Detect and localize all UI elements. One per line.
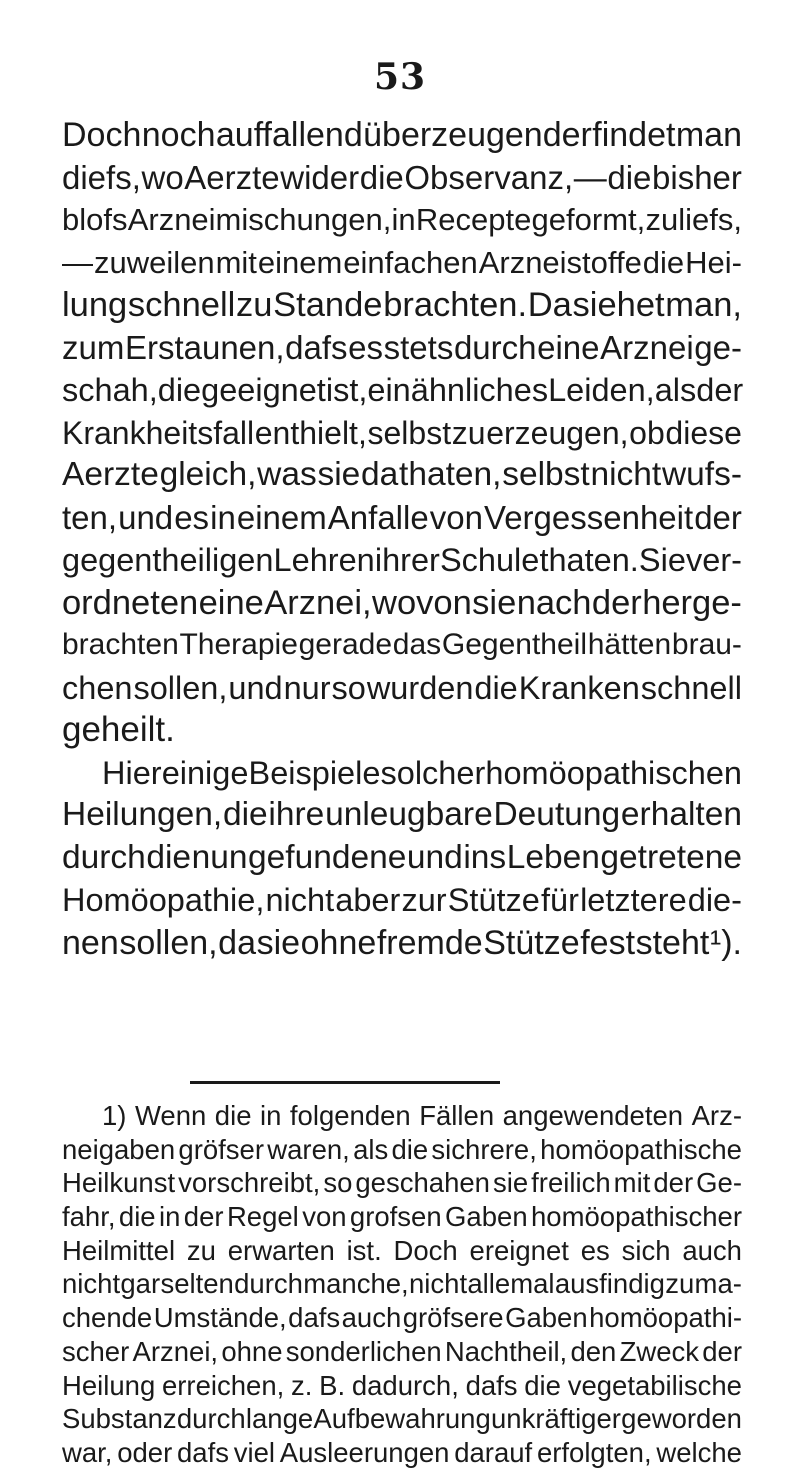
footnote-line: Heilmittel zu erwarten ist. Doch ereignet es sich auch — [62, 1234, 742, 1266]
text-line: zum Erstaunen, dafs es stets durch eine Arznei ge- — [62, 328, 742, 366]
text-line: lung schnell zu Stande brachten. Da siehet man, — [62, 286, 742, 324]
footnote-line: nicht gar selten durch manche, nicht allemal ausfindig zu ma- — [62, 1268, 742, 1300]
footnote-line: war, oder dafs viel Ausleerungen darauf erfolgten, welche — [62, 1436, 742, 1468]
text-line: Aerzte gleich, was sie da thaten, selbst nicht wufs- — [62, 456, 742, 493]
footnote-line: neigaben gröfser waren, als die sichrere, homöopathische — [62, 1133, 742, 1165]
text-line: Homöopathie, nicht aber zur Stütze für letztere die- — [62, 882, 742, 918]
text-line: chen sollen, und nur so wurden die Kranken schnell — [62, 669, 742, 706]
text-line: ten, und es in einem Anfalle von Vergessenheit der — [62, 498, 742, 536]
text-line: brachten Therapie gerade das Gegentheil hätten brau- — [62, 628, 742, 661]
text-line: diefs, wo Aerzte wider die Observanz, — die bisher — [62, 158, 742, 196]
footnote-line: chende Umstände, dafs auch gröfsere Gaben homöopathi- — [62, 1302, 742, 1334]
footnote-line: 1) Wenn die in folgenden Fällen angewendeten Arz- — [102, 1100, 742, 1131]
text-line: schah, die geeignet ist, ein ähnliches Leiden, als der — [62, 372, 744, 408]
text-line: nen sollen, da sie ohne fremde Stütze fest steht ¹). — [62, 923, 742, 962]
main-text-block — [62, 114, 742, 964]
text-line: Krankheitsfall enthielt, selbst zu erzeugen, ob diese — [62, 414, 742, 451]
text-line: geheilt. — [62, 710, 175, 749]
footnote-line: Substanz durch lange Aufbewahrung unkräftiger geworden — [62, 1403, 742, 1435]
text-line: ordneten eine Arznei, wovon sie nach der herge- — [62, 583, 742, 622]
footnote-line: scher Arznei, ohne sonderlichen Nachtheil, den Zweck der — [62, 1335, 742, 1367]
footnote-line: Heilung erreichen, z. B. dadurch, dafs die vegetabilische — [62, 1369, 742, 1401]
text-line: Heilungen, die ihre unleugbare Deutung erhalten — [62, 796, 742, 833]
text-line: Hier einige Beispiele solcher homöopathischen — [102, 754, 742, 791]
text-line: blofs Arzneimischungen, in Recepte geformt, zuliefs, — [62, 202, 742, 237]
text-line: durch die nun gefundene und ins Leben getretene — [62, 838, 742, 876]
page-number: 53 — [373, 56, 427, 98]
footnote-line: Heilkunst vorschreibt, so geschahen sie freilich mit der Ge- — [62, 1167, 742, 1199]
footnote-divider — [190, 1081, 500, 1084]
footnote-line: fahr, die in der Regel von grofsen Gaben homöopathischer — [62, 1201, 742, 1233]
text-line: Doch noch auffallend überzeugender findet man — [62, 116, 742, 154]
footnote-block — [62, 1099, 742, 1470]
text-line: — zuweilen mit einem einfachen Arzneistoffe die Hei- — [62, 244, 742, 280]
text-line: gegentheiligen Lehren ihrer Schule thaten. Sie ver- — [62, 542, 742, 578]
